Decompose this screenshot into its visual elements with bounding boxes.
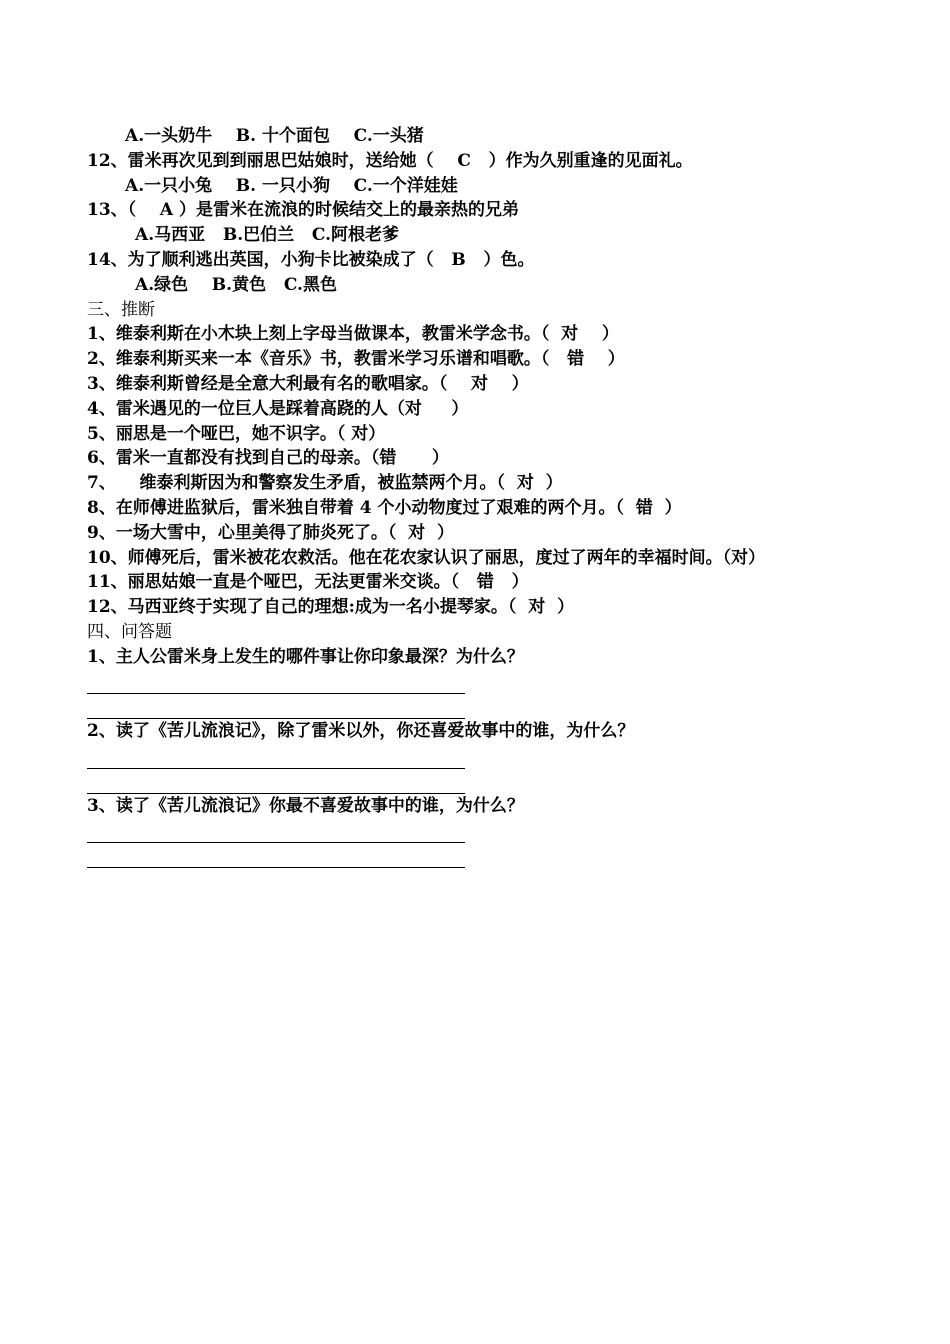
judgment-item: 5、丽思是一个哑巴，她不识字。（ 对） [87,423,386,444]
worksheet-page [87,124,887,868]
judgment-item: 4、雷米遇见的一位巨人是踩着高跷的人（对 ） [87,398,469,419]
answer-line[interactable] [87,818,465,843]
section3-title: 三、推断 [87,299,155,320]
question-2: 2、读了《苦儿流浪记》，除了雷米以外，你还喜爱故事中的谁，为什么？ [87,721,635,742]
judgment-item: 7、 维泰利斯因为和警察发生矛盾，被监禁两个月。（ 对 ） [87,473,563,494]
q14-text: 14、为了顺利逃出英国，小狗卡比被染成了（ B ）色。 [87,249,535,270]
q14-options: A.绿色 B.黄色 C.黑色 [135,274,337,295]
judgment-item: 6、雷米一直都没有找到自己的母亲。（错 ） [87,448,449,469]
answer-line[interactable] [87,769,465,794]
judgment-item: 1、维泰利斯在小木块上刻上字母当做课本，教雷米学念书。（ 对 ） [87,324,619,345]
judgment-item: 8、在师傅进监狱后，雷米独自带着 4 个小动物度过了艰难的两个月。（ 错 ） [87,497,682,518]
answer-line[interactable] [87,670,465,695]
answer-line[interactable] [87,694,465,719]
answer-line[interactable] [87,744,465,769]
q13-text: 13、（ A ）是雷米在流浪的时候结交上的最亲热的兄弟 [87,200,519,221]
judgment-item: 11、丽思姑娘一直是个哑巴，无法更雷米交谈。（ 错 ） [87,572,529,593]
question-1: 1、主人公雷米身上发生的哪件事让你印象最深？为什么？ [87,646,524,667]
q11-options: A.一头奶牛 B. 十个面包 C.一头猪 [125,126,424,146]
judgment-item: 9、一场大雪中，心里美得了肺炎死了。（ 对 ） [87,522,455,543]
answer-line[interactable] [87,843,465,868]
q12-options: A.一只小兔 B. 一只小狗 C.一个洋娃娃 [125,175,458,196]
judgment-item: 10、师傅死后，雷米被花农救活。他在花农家认识了丽思，度过了两年的幸福时间。（对） [87,547,766,568]
judgment-item: 2、维泰利斯买来一本《音乐》书，教雷米学习乐谱和唱歌。（ 错 ） [87,349,625,370]
q12-text: 12、雷米再次见到到丽思巴姑娘时，送给她（ C ）作为久别重逢的见面礼。 [87,150,693,171]
judgment-item: 12、马西亚终于实现了自己的理想:成为一名小提琴家。（ 对 ） [87,597,575,618]
judgment-item: 3、维泰利斯曾经是全意大利最有名的歌唱家。（ 对 ） [87,373,529,394]
section4-title: 四、问答题 [87,621,172,642]
q13-options: A.马西亚 B.巴伯兰 C.阿根老爹 [135,225,400,246]
question-3: 3、读了《苦儿流浪记》你最不喜爱故事中的谁，为什么？ [87,795,524,816]
